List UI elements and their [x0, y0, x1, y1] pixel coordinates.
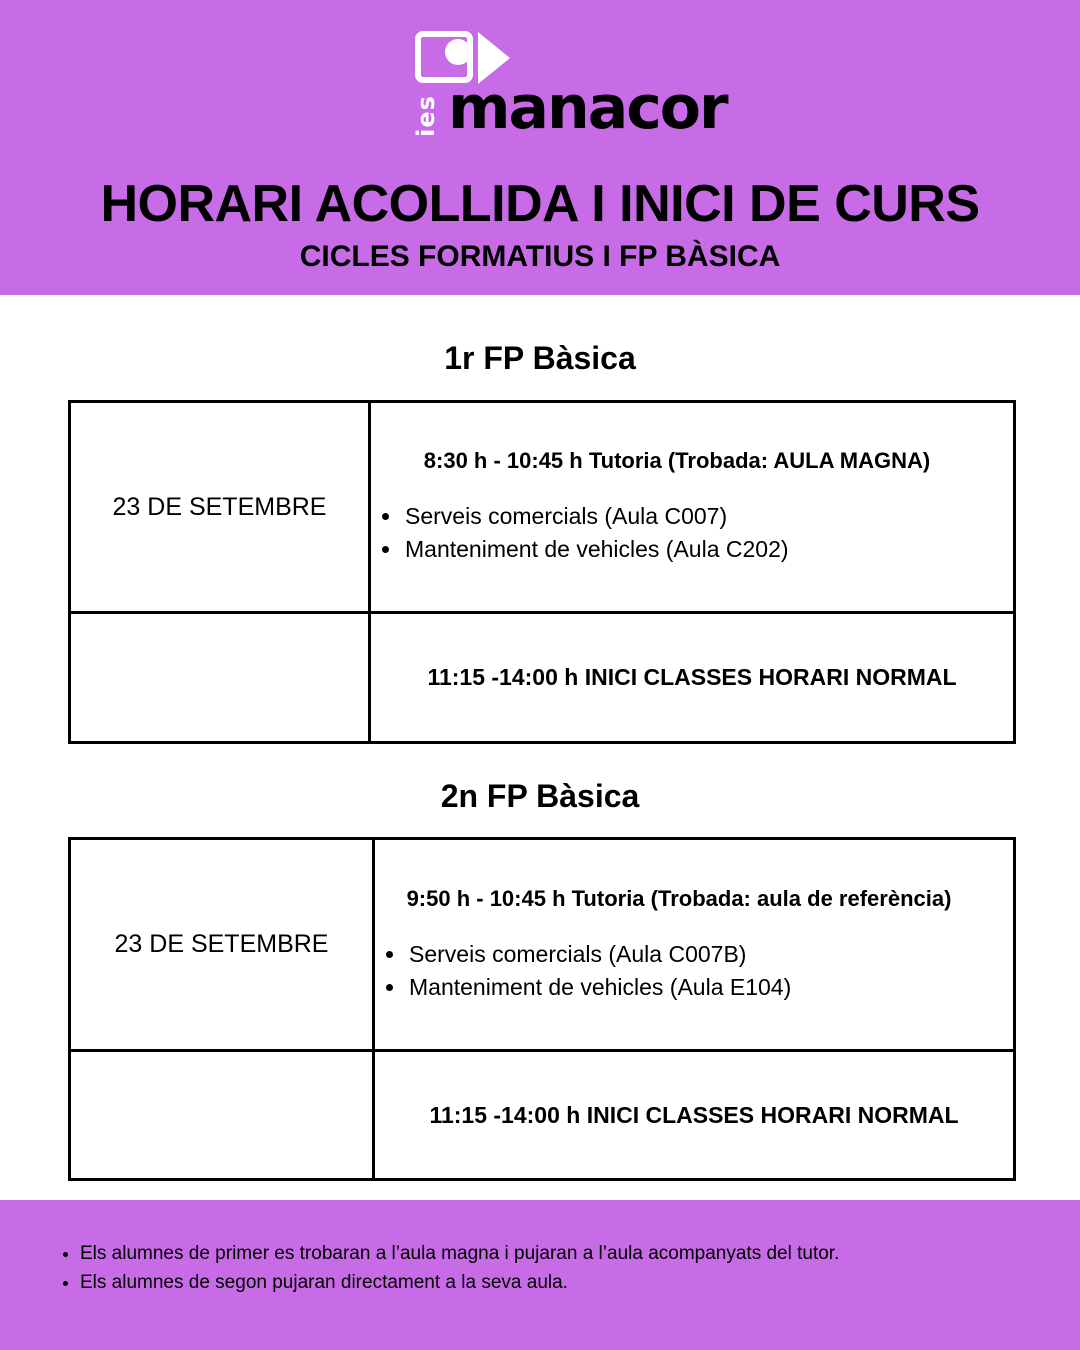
logo-prefix: ies [412, 95, 440, 137]
list-item: • Els alumnes de primer es trobaran a l’aula magna i pujaran a l’aula acompanyats del tutor. [80, 1239, 1080, 1268]
section-title-1r: 1r FP Bàsica [444, 340, 636, 376]
room-list [375, 938, 1013, 1004]
schedule-table-2n [68, 837, 1016, 1181]
header-banner [0, 0, 1080, 295]
tutoria-time: 9:50 h - 10:45 h Tutoria (Trobada: aula de referència) [406, 885, 952, 911]
normal-schedule-cell: 11:15 -14:00 h INICI CLASSES HORARI NORMAL [370, 613, 1015, 743]
table-row [70, 613, 1015, 743]
notes-list [52, 1239, 1080, 1297]
empty-cell [70, 613, 370, 743]
list-item: • Serveis comercials (Aula C007B) [407, 938, 1013, 971]
tutoria-cell [370, 402, 1015, 613]
list-item: • Els alumnes de segon pujaran directament a la seva aula. [80, 1268, 1080, 1297]
date-cell: 23 DE SETEMBRE [70, 839, 374, 1051]
table-row [70, 402, 1015, 613]
section-title-2n: 2n FP Bàsica [440, 778, 640, 814]
list-item: • Manteniment de vehicles (Aula E104) [407, 971, 1013, 1004]
list-item: • Serveis comercials (Aula C007) [403, 500, 1013, 533]
tutoria-cell [374, 839, 1015, 1051]
table-row [70, 1051, 1015, 1180]
date-cell: 23 DE SETEMBRE [70, 402, 370, 613]
list-item: • Manteniment de vehicles (Aula C202) [403, 533, 1013, 566]
page-title: HORARI ACOLLIDA I INICI DE CURS [100, 175, 980, 233]
schedule-table-1r [68, 400, 1016, 744]
normal-schedule-cell: 11:15 -14:00 h INICI CLASSES HORARI NORMAL [374, 1051, 1015, 1180]
logo-name: manacor [448, 73, 727, 143]
footer-banner [0, 1200, 1080, 1350]
table-row [70, 839, 1015, 1051]
empty-cell [70, 1051, 374, 1180]
room-list [371, 500, 1013, 566]
page-subtitle: CICLES FORMATIUS I FP BÀSICA [299, 240, 781, 273]
tutoria-time: 8:30 h - 10:45 h Tutoria (Trobada: AULA MAGNA) [423, 448, 931, 473]
